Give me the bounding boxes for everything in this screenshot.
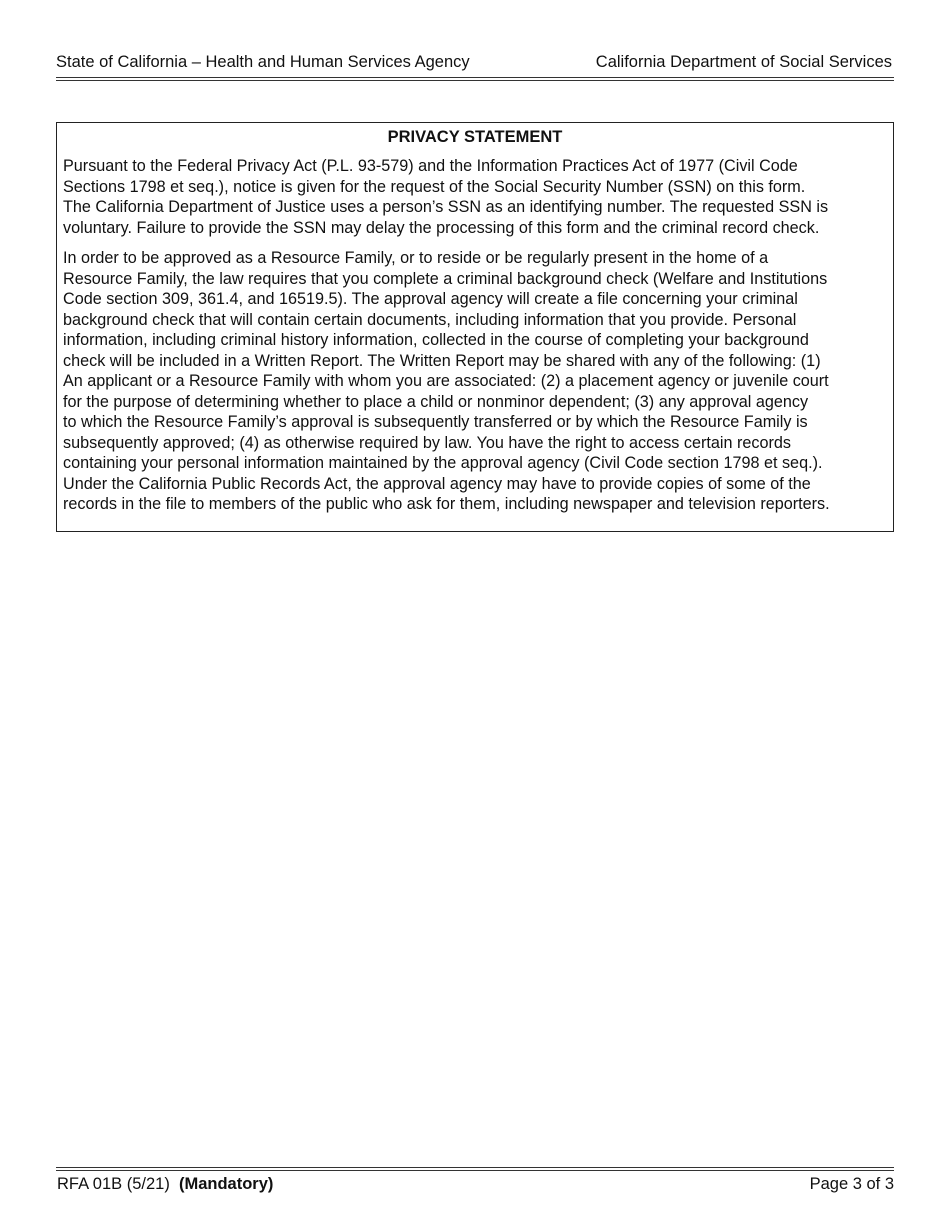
privacy-statement-title: PRIVACY STATEMENT — [387, 128, 563, 146]
privacy-paragraph-ssn: Pursuant to the Federal Privacy Act (P.L. 93-579) and the Information Practices Act of 1977 (Civil Code Sections 1798 et seq.), notice is given for the request of the Social Security Number (SSN) on this form. The California Department of Justice uses a person’s SSN as an identifying number. The requested SSN is voluntary. Failure to provide the SSN may delay the processing of this form and the criminal record check. — [63, 157, 829, 237]
header-divider — [56, 77, 894, 81]
page-footer — [57, 1173, 894, 1195]
form-status-text: (Mandatory) — [178, 1175, 274, 1193]
header-department-text: California Department of Social Services — [595, 53, 892, 71]
header-agency-text: State of California – Health and Human Services Agency — [56, 53, 470, 71]
footer-divider — [56, 1167, 894, 1171]
page-header — [56, 50, 892, 74]
page-number: Page 3 of 3 — [809, 1175, 894, 1193]
footer-form-id — [57, 1173, 273, 1195]
form-id-text: RFA 01B (5/21) — [57, 1175, 170, 1193]
privacy-statement-box — [56, 122, 894, 532]
privacy-paragraph-background-check: In order to be approved as a Resource Family, or to reside or be regularly present in the home of a Resource Family, the law requires that you complete a criminal background check (Welfare and Institutions Code section 309, 361.4, and 16519.5). The approval agency will create a file concerning your criminal background check that will contain certain documents, including information that you provide. Personal information, including criminal history information, collected in the course of completing your background check will be included in a Written Report. The Written Report may be shared with any of the following: (1) An applicant or a Resource Family with whom you are associated: (2) a placement agency or juvenile court for the purpose of determining whether to place a child or nonminor dependent; (3) any approval agency to which the Resource Family’s approval is subsequently transferred or by which the Resource Family is subsequently approved; (4) as otherwise required by law. You have the right to access certain records containing your personal information maintained by the approval agency (Civil Code section 1798 et seq.). Under the California Public Records Act, the approval agency may have to provide copies of some of the records in the file to members of the public who ask for them, including newspaper and television reporters. — [63, 249, 830, 513]
